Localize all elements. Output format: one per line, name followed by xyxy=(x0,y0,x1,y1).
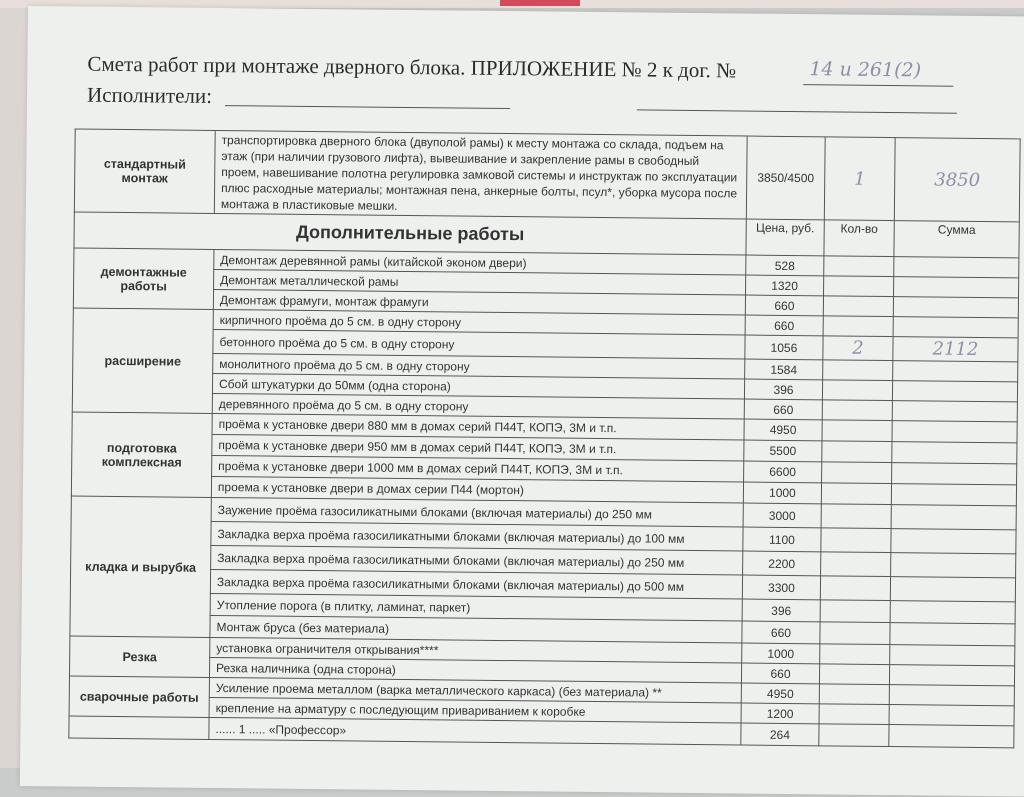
work-qty[interactable] xyxy=(819,724,889,747)
work-sum[interactable] xyxy=(892,442,1017,464)
work-qty[interactable] xyxy=(821,483,891,505)
work-price: 4950 xyxy=(741,683,819,704)
work-qty[interactable] xyxy=(820,600,890,623)
work-sum[interactable] xyxy=(894,257,1019,278)
work-sum[interactable] xyxy=(890,577,1015,602)
work-sum[interactable] xyxy=(892,401,1017,422)
category-cell: расширение xyxy=(72,308,213,413)
executors-label: Исполнители: xyxy=(86,82,213,108)
work-price: 1100 xyxy=(743,527,821,552)
work-description: Демонтаж металлической рамы xyxy=(214,269,746,295)
work-price: 1200 xyxy=(741,703,819,724)
work-qty[interactable] xyxy=(823,360,893,381)
work-description: Заужение проёма газосиликатными блоками (включая материалы) до 250 мм xyxy=(211,497,743,527)
work-price: 660 xyxy=(745,315,823,336)
work-qty[interactable] xyxy=(822,400,892,421)
work-price: 1320 xyxy=(746,275,824,296)
work-qty[interactable]: 2 xyxy=(823,336,893,361)
work-sum[interactable] xyxy=(891,529,1016,554)
standard-row xyxy=(74,129,1020,222)
work-qty[interactable] xyxy=(823,296,893,317)
work-description: крепление на арматуру с последующим привариванием к коробке xyxy=(209,697,741,723)
work-qty[interactable] xyxy=(822,420,892,442)
work-qty[interactable] xyxy=(819,704,889,725)
section-title: Дополнительные работы xyxy=(74,212,746,255)
estimate-sheet xyxy=(20,6,1024,797)
work-price: 1056 xyxy=(745,335,823,360)
work-qty[interactable] xyxy=(822,380,892,401)
work-description: деревянного проёма до 5 см. в одну сторону xyxy=(212,393,744,419)
work-price: 2200 xyxy=(743,551,821,576)
category-cell xyxy=(69,716,209,739)
work-qty[interactable] xyxy=(821,528,891,553)
work-price: 396 xyxy=(742,599,820,622)
sum-header: Сумма xyxy=(894,221,1019,258)
work-sum[interactable] xyxy=(890,623,1015,646)
work-description: проёма к установке двери 950 мм в домах серий П44Т, КОПЭ, 3М и т.п. xyxy=(212,434,744,461)
work-price: 660 xyxy=(744,399,822,420)
work-price: 264 xyxy=(741,723,819,746)
work-qty[interactable] xyxy=(820,576,890,601)
work-price: 396 xyxy=(744,379,822,400)
contract-number-handwritten: 14 и 261(2) xyxy=(809,58,922,82)
work-description: Резка наличника (одна сторона) xyxy=(209,657,741,683)
standard-category: стандартный монтаж xyxy=(74,129,215,213)
work-price: 6600 xyxy=(744,461,822,483)
standard-qty: 1 xyxy=(824,137,895,221)
work-sum[interactable] xyxy=(891,553,1016,578)
work-sum[interactable] xyxy=(889,725,1014,748)
category-cell: Резка xyxy=(69,636,209,677)
work-description: проёма к установке двери 1000 мм в домах серий П44Т, КОПЭ, 3М и т.п. xyxy=(212,455,744,482)
work-sum[interactable] xyxy=(892,381,1017,402)
work-sum[interactable] xyxy=(893,297,1018,318)
price-header: Цена, руб. xyxy=(746,219,824,256)
work-price: 1000 xyxy=(742,643,820,664)
category-cell: кладка и вырубка xyxy=(70,496,211,637)
work-price: 528 xyxy=(746,255,824,276)
work-price: 3300 xyxy=(742,575,820,600)
category-cell: сварочные работы xyxy=(69,676,209,717)
work-qty[interactable] xyxy=(823,316,893,337)
work-qty[interactable] xyxy=(824,256,894,277)
work-description: Закладка верха проёма газосиликатными блоками (включая материалы) до 250 мм xyxy=(211,545,743,575)
work-qty[interactable] xyxy=(820,644,890,665)
work-sum[interactable] xyxy=(891,484,1016,506)
work-description: ...... 1 ..... «Профессор» xyxy=(209,717,741,745)
work-sum[interactable] xyxy=(891,505,1016,530)
work-qty[interactable] xyxy=(819,684,889,705)
work-sum[interactable] xyxy=(894,277,1019,298)
work-qty[interactable] xyxy=(824,276,894,297)
standard-sum: 3850 xyxy=(894,138,1020,222)
work-description: проёма к установке двери 880 мм в домах серий П44Т, КОПЭ, 3М и т.п. xyxy=(212,413,744,440)
standard-description: транспортировка дверного блока (двуполой рамы) к месту монтажа со склада, подъем на этаж (при наличии грузового лифта), вывешивание и закрепление рамы в свободный проем, навешивание полотна регулировка замковой системы и инструктаж по эксплуатации плюс расходные материалы; монтажная пена, анкерные болты, псул*, уборка мусора после монтажа в пластиковые мешки. xyxy=(214,130,747,219)
work-price: 5500 xyxy=(744,440,822,462)
work-description: проема к установке двери в домах серии П44 (мортон) xyxy=(211,476,743,503)
work-sum[interactable] xyxy=(893,361,1018,382)
work-description: Демонтаж фрамуги, монтаж фрамуги xyxy=(213,289,745,315)
red-paper-corner xyxy=(500,0,580,6)
work-sum[interactable] xyxy=(889,685,1014,706)
work-sum[interactable] xyxy=(890,645,1015,666)
work-description: Закладка верха проёма газосиликатными блоками (включая материалы) до 500 мм xyxy=(210,569,742,599)
work-sum[interactable] xyxy=(890,601,1015,624)
executors-line-2 xyxy=(637,109,957,113)
work-qty[interactable] xyxy=(821,504,891,529)
work-sum[interactable]: 2112 xyxy=(893,337,1018,362)
work-price: 3000 xyxy=(743,503,821,528)
work-description: Монтаж бруса (без материала) xyxy=(210,615,742,643)
work-sum[interactable] xyxy=(889,665,1014,686)
work-sum[interactable] xyxy=(893,317,1018,338)
document-title: Смета работ при монтаже дверного блока. ПРИЛОЖЕНИЕ № 2 к дог. № xyxy=(87,51,737,83)
work-qty[interactable] xyxy=(822,441,892,463)
work-sum[interactable] xyxy=(892,421,1017,443)
work-price: 660 xyxy=(742,621,820,644)
qty-header: Кол-во xyxy=(824,220,894,257)
category-cell: демонтажные работы xyxy=(73,248,214,309)
works-table xyxy=(68,128,1020,748)
work-description: монолитного проёма до 5 см. в одну сторону xyxy=(213,353,745,379)
work-description: кирпичного проёма до 5 см. в одну сторону xyxy=(213,309,745,335)
executors-line-1 xyxy=(225,105,510,109)
contract-number-line xyxy=(803,84,953,87)
work-qty[interactable] xyxy=(820,622,890,645)
work-qty[interactable] xyxy=(821,552,891,577)
work-description: бетонного проёма до 5 см. в одну сторону xyxy=(213,329,745,359)
work-price: 660 xyxy=(741,663,819,684)
work-description: Сбой штукатурки до 50мм (одна сторона) xyxy=(212,373,744,399)
work-sum[interactable] xyxy=(892,463,1017,485)
category-cell: подготовка комплексная xyxy=(71,412,212,497)
work-description: Демонтаж деревянной рамы (китайской эконом двери) xyxy=(214,249,746,275)
work-qty[interactable] xyxy=(822,462,892,484)
work-description: Усиление проема металлом (варка металлического каркаса) (без материала) ** xyxy=(209,677,741,703)
work-qty[interactable] xyxy=(819,664,889,685)
work-sum[interactable] xyxy=(889,705,1014,726)
work-description: Закладка верха проёма газосиликатными блоками (включая материалы) до 100 мм xyxy=(211,521,743,551)
work-price: 1584 xyxy=(745,359,823,380)
standard-price: 3850/4500 xyxy=(746,136,825,220)
work-price: 1000 xyxy=(743,482,821,504)
work-price: 660 xyxy=(745,295,823,316)
work-description: установка ограничителя открывания**** xyxy=(210,637,742,663)
work-description: Утопление порога (в плитку, ламинат, паркет) xyxy=(210,593,742,621)
work-price: 4950 xyxy=(744,419,822,441)
